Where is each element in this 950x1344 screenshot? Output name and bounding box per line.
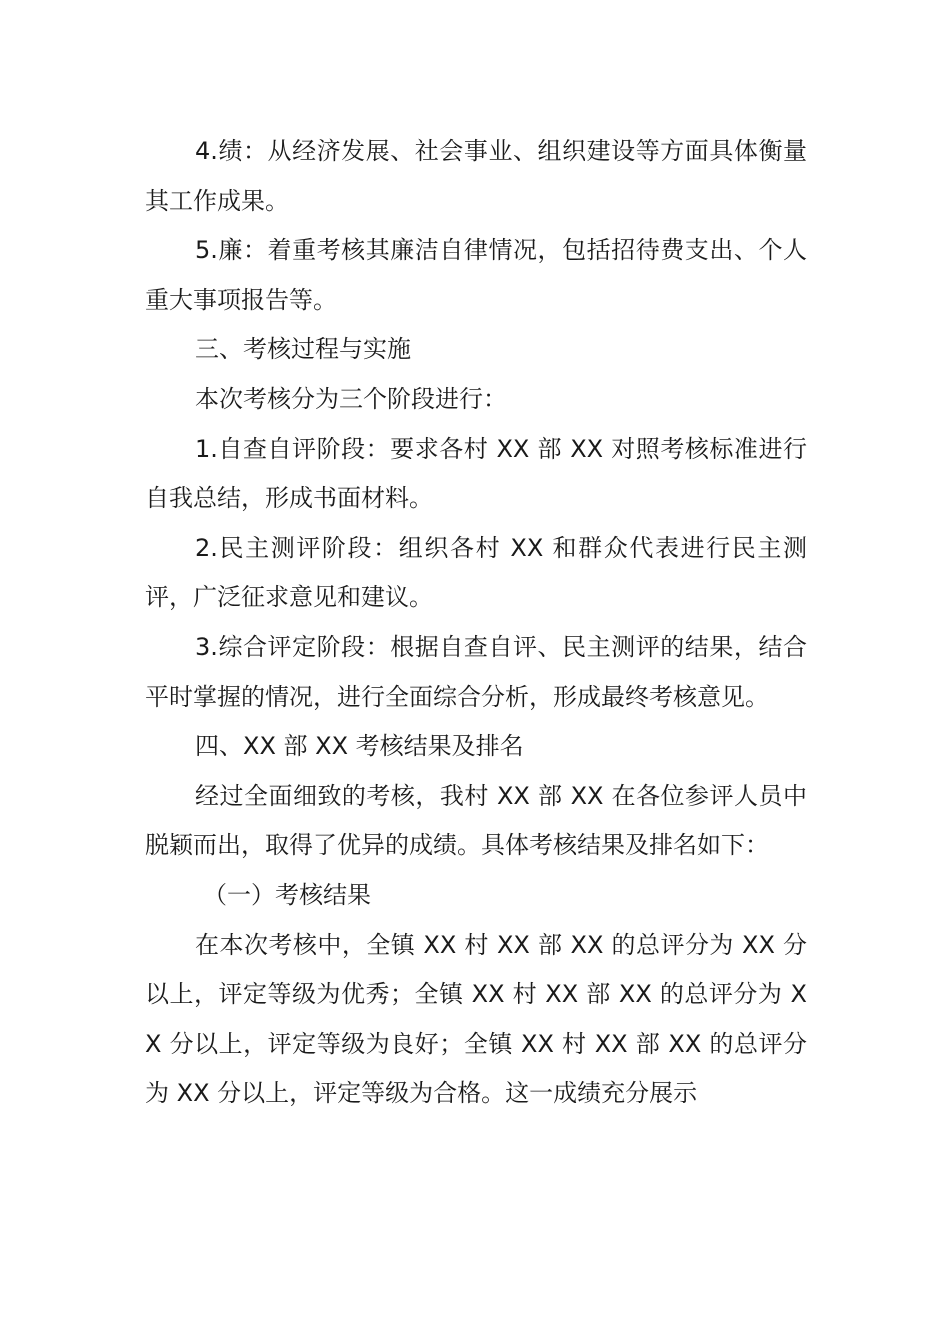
paragraph-stage-comprehensive-review: 3.综合评定阶段：根据自查自评、民主测评的结果，结合平时掌握的情况，进行全面综合分析，形成最终考核意见。 <box>145 632 807 711</box>
paragraph-stage-self-review: 1.自查自评阶段：要求各村 XX 部 XX 对照考核标准进行自我总结，形成书面材料。 <box>145 434 807 513</box>
paragraph-integrity: 5.廉：着重考核其廉洁自律情况，包括招待费支出、个人重大事项报告等。 <box>145 236 807 314</box>
section-heading-process: 三、考核过程与实施 <box>195 335 411 364</box>
paragraph-stages-intro: 本次考核分为三个阶段进行： <box>195 384 507 413</box>
paragraph-stage-democratic-review: 2.民主测评阶段：组织各村 XX 和群众代表进行民主测评，广泛征求意见和建议。 <box>145 533 807 612</box>
document-body <box>145 127 807 1119</box>
paragraph-achievement: 4.绩：从经济发展、社会事业、组织建设等方面具体衡量其工作成果。 <box>145 137 807 215</box>
section-heading-results: 四、XX 部 XX 考核结果及排名 <box>195 732 524 761</box>
subsection-heading-results: （一）考核结果 <box>203 880 371 909</box>
paragraph-results-intro: 经过全面细致的考核，我村 XX 部 XX 在各位参评人员中脱颖而出，取得了优异的成绩。具体考核结果及排名如下： <box>145 781 807 860</box>
paragraph-results-detail: 在本次考核中，全镇 XX 村 XX 部 XX 的总评分为 XX 分以上，评定等级为优秀；全镇 XX 村 XX 部 XX 的总评分为 XX 分以上，评定等级为良好；全镇 XX 村 XX 部 XX 的总评分为 XX 分以上，评定等级为合格。这一成绩充分展示 <box>145 930 807 1108</box>
